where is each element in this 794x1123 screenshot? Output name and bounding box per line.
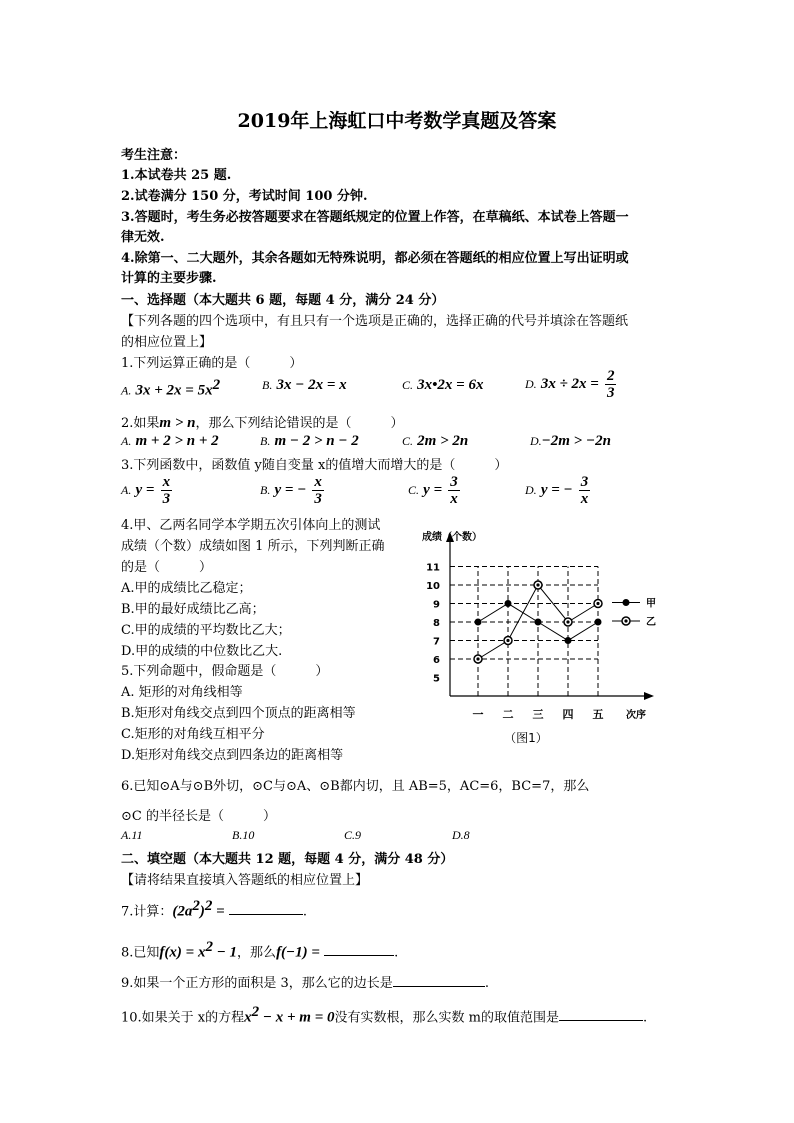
q3-stem: 3.下列函数中，函数值 y随自变量 x的值增大而增大的是（ ） bbox=[121, 458, 508, 473]
math-expression: 3x ÷ 2x = bbox=[540, 376, 599, 392]
page-title: 2019年上海虹口中考数学真题及答案 bbox=[237, 110, 557, 132]
q3-option-c: C. y = $\frac{3}{x}$ bbox=[408, 474, 458, 507]
math-expression: 3x − 2x = x bbox=[276, 377, 347, 393]
q5-option: C.矩形的对角线互相平分 bbox=[121, 727, 265, 742]
math-expression: 3x•2x = 6x bbox=[417, 377, 484, 393]
section1-instruction: 【下列各题的四个选项中，有且只有一个选项是正确的，选择正确的代号并填涂在答题纸 bbox=[121, 314, 629, 329]
x-tick-label: 三 bbox=[532, 708, 544, 721]
y-tick-label: 8 bbox=[433, 618, 440, 629]
notice-item: 2.试卷满分 150 分，考试时间 100 分钟. bbox=[121, 189, 368, 204]
q4-line: 成绩（个数）成绩如图 1 所示，下列判断正确 bbox=[121, 539, 385, 554]
data-point-甲 bbox=[535, 619, 542, 626]
q4-option: C.甲的成绩的平均数比乙大； bbox=[121, 623, 291, 638]
q4-option: D.甲的成绩的中位数比乙大. bbox=[121, 644, 283, 659]
q5-option: B.矩形对角线交点到四个顶点的距离相等 bbox=[121, 706, 356, 721]
legend-marker bbox=[623, 599, 630, 606]
notice-item: 4.除第一、二大题外，其余各题如无特殊说明，都必须在答题纸的相应位置上写出证明或 bbox=[121, 251, 629, 266]
fraction: $\frac{3}{x}$ bbox=[450, 474, 458, 507]
section2-instruction: 【请将结果直接填入答题纸的相应位置上】 bbox=[121, 873, 369, 888]
option-label: D. bbox=[525, 377, 537, 391]
q9-line: 9.如果一个正方形的面积是 3，那么它的边长是 . bbox=[121, 972, 489, 991]
notice-item: 计算的主要步骤. bbox=[121, 271, 217, 286]
x-tick-label: 二 bbox=[502, 708, 514, 721]
data-point-center-乙 bbox=[536, 583, 539, 586]
chart-grid bbox=[450, 567, 598, 697]
data-point-center-乙 bbox=[596, 602, 599, 605]
answer-blank[interactable] bbox=[559, 1006, 643, 1021]
q4-option: B.甲的最好成绩比乙高； bbox=[121, 602, 265, 617]
data-point-甲 bbox=[565, 637, 572, 644]
q10-line: 10.如果关于 x的方程$x^2 - x + m = 0$没有实数根，那么实数 m的取值范围是 . bbox=[121, 1004, 648, 1026]
q2-stem: 2.如果m > n，那么下列结论错误的是（ ） bbox=[121, 415, 404, 431]
q3-option-b: B. y = − $\frac{x}{3}$ bbox=[260, 474, 322, 507]
q4-line: 4.甲、乙两名同学本学期五次引体向上的测试 bbox=[121, 518, 381, 533]
q6-option-c: C.9 bbox=[344, 828, 362, 842]
q1-option-c bbox=[402, 377, 483, 394]
y-tick-label: 6 bbox=[433, 655, 440, 666]
data-point-center-乙 bbox=[506, 639, 509, 642]
x-axis-arrow bbox=[644, 692, 654, 700]
q3-option-a: A. y = $\frac{x}{3}$ bbox=[121, 474, 171, 507]
data-point-甲 bbox=[595, 619, 602, 626]
math-expression: 3x + 2x = 5x bbox=[135, 382, 213, 399]
q7-line: 7.计算：$(2a^2)^2$ = . bbox=[121, 898, 307, 920]
q5-option: A. 矩形的对角线相等 bbox=[121, 685, 243, 700]
notice-item: 律无效. bbox=[121, 230, 165, 245]
q2-option-b: B. m − 2 > n − 2 bbox=[260, 433, 359, 449]
fraction: $\frac{x}{3}$ bbox=[314, 474, 322, 507]
answer-blank[interactable] bbox=[229, 900, 303, 915]
section1-heading: 一、选择题（本大题共 6 题，每题 4 分，满分 24 分） bbox=[121, 293, 445, 308]
data-point-甲 bbox=[475, 619, 482, 626]
x-axis-label: 次序 bbox=[626, 710, 646, 721]
notice-item: 3.答题时，考生务必按答题要求在答题纸规定的位置上作答，在草稿纸、本试卷上答题一 bbox=[121, 210, 629, 225]
q8-line: 8.已知$f(x) = x^2 - 1$，那么f(−1) = . bbox=[121, 939, 399, 961]
score-line-chart bbox=[414, 522, 674, 752]
notice-heading: 考生注意： bbox=[121, 148, 187, 163]
legend-label: 乙 bbox=[646, 617, 656, 628]
y-tick-label: 9 bbox=[433, 599, 440, 611]
notice-item: 1.本试卷共 25 题. bbox=[121, 168, 232, 183]
legend-marker-center bbox=[624, 619, 627, 622]
section1-instruction: 的相应位置上】 bbox=[121, 335, 213, 350]
legend-label: 甲 bbox=[646, 598, 656, 610]
answer-blank[interactable] bbox=[393, 972, 485, 987]
q1-stem: 1.下列运算正确的是（ ） bbox=[121, 356, 303, 371]
q6-option-b: B.10 bbox=[232, 828, 255, 842]
q1-option-a bbox=[121, 377, 220, 399]
x-tick-label: 五 bbox=[592, 708, 604, 721]
data-point-甲 bbox=[505, 600, 512, 607]
option-label: B. bbox=[262, 378, 273, 392]
q4-option: A.甲的成绩比乙稳定； bbox=[121, 581, 252, 596]
exponent: 2 bbox=[212, 377, 221, 393]
q6-line: ⊙C 的半径长是（ ） bbox=[121, 809, 276, 824]
q2-option-a: A. m + 2 > n + 2 bbox=[121, 433, 219, 449]
q4-line: 的是（ ） bbox=[121, 560, 213, 575]
q2-option-c: C. 2m > 2n bbox=[402, 433, 469, 449]
q2-option-d: D.−2m > −2n bbox=[530, 433, 611, 449]
data-point-center-乙 bbox=[476, 657, 479, 660]
q3-option-d: D. y = − $\frac{3}{x}$ bbox=[525, 474, 589, 507]
q5-option: D.矩形对角线交点到四条边的距离相等 bbox=[121, 748, 344, 763]
y-tick-label: 11 bbox=[426, 562, 440, 574]
q5-line: 5.下列命题中，假命题是（ ） bbox=[121, 664, 329, 679]
data-point-center-乙 bbox=[566, 620, 569, 623]
math-expression: m > n bbox=[159, 415, 196, 431]
q1-option-d bbox=[525, 368, 616, 401]
fraction: $\frac{2}{3}$ bbox=[606, 368, 615, 401]
answer-blank[interactable] bbox=[324, 941, 394, 956]
section2-heading: 二、填空题（本大题共 12 题，每题 4 分，满分 48 分） bbox=[121, 852, 454, 867]
chart-caption: （图1） bbox=[504, 731, 548, 745]
q6-option-a: A.11 bbox=[121, 828, 143, 842]
q6-option-d: D.8 bbox=[452, 828, 470, 842]
y-tick-label: 7 bbox=[433, 636, 440, 648]
x-tick-label: 四 bbox=[562, 708, 574, 721]
fraction: $\frac{3}{x}$ bbox=[580, 474, 589, 507]
chart-axes bbox=[446, 532, 654, 700]
chart-labels bbox=[422, 530, 656, 745]
y-axis-label: 成绩（个数） bbox=[422, 532, 482, 543]
x-tick-label: 一 bbox=[472, 708, 484, 721]
y-tick-label: 5 bbox=[433, 673, 440, 685]
fraction: $\frac{x}{3}$ bbox=[162, 474, 171, 507]
q1-option-b bbox=[262, 377, 347, 394]
option-label: C. bbox=[402, 378, 414, 392]
y-tick-label: 10 bbox=[426, 581, 440, 592]
q6-line: 6.已知⊙A与⊙B外切，⊙C与⊙A、⊙B都内切，且 AB=5，AC=6，BC=7，那么 bbox=[121, 779, 590, 794]
option-label: A. bbox=[121, 383, 132, 398]
